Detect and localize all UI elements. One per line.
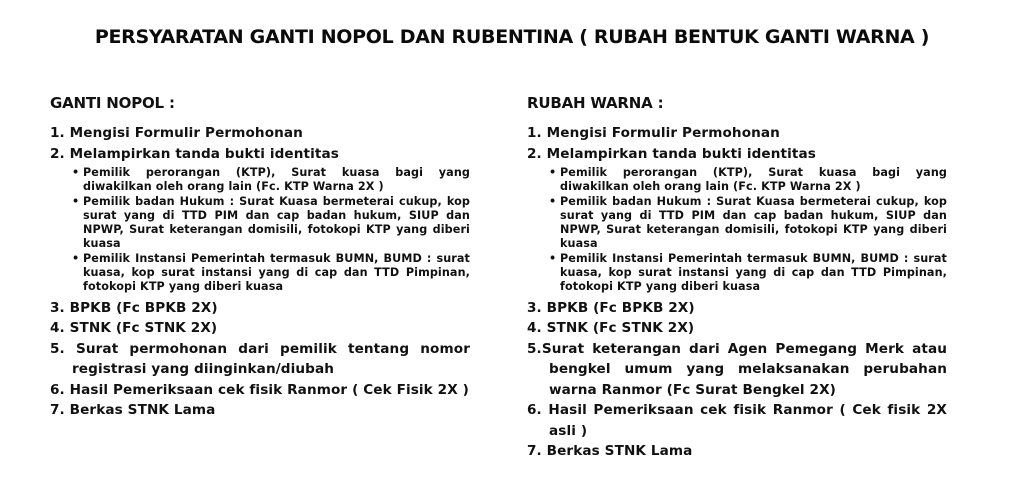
identity-sublist	[50, 166, 470, 295]
list-item-text: 4. STNK (Fc STNK 2X)	[50, 320, 218, 337]
list-item-text: 4. STNK (Fc STNK 2X)	[527, 320, 695, 337]
list-item-text: 2. Melampirkan tanda bukti identitas	[527, 145, 816, 162]
sub-list-item: • Pemilik badan Hukum : Surat Kuasa bermeterai cukup, kop surat yang di TTD PIM dan cap badan hukum, SIUP dan NPWP, Surat keterangan domisili, fotokopi KTP yang diberi kuasa	[549, 195, 947, 252]
section-heading: RUBAH WARNA :	[527, 94, 664, 112]
section-heading: GANTI NOPOL :	[50, 94, 175, 112]
list-item	[527, 123, 947, 144]
list-item	[50, 318, 470, 339]
list-item-text: 3. BPKB (Fc BPKB 2X)	[50, 299, 218, 316]
list-item-text: 7. Berkas STNK Lama	[527, 443, 693, 460]
sub-list-item: • Pemilik Instansi Pemerintah termasuk BUMN, BUMD : surat kuasa, kop surat instansi yang di cap dan TTD Pimpinan, fotokopi KTP yang diberi kuasa	[549, 252, 947, 295]
sub-list-item: • Pemilik Instansi Pemerintah termasuk BUMN, BUMD : surat kuasa, kop surat instansi yang di cap dan TTD Pimpinan, fotokopi KTP yang diberi kuasa	[72, 252, 470, 295]
list-item	[527, 318, 947, 339]
sub-list-item: • Pemilik perorangan (KTP), Surat kuasa bagi yang diwakilkan oleh orang lain (Fc. KTP Warna 2X )	[549, 166, 947, 195]
list-item	[50, 380, 470, 401]
list-item	[527, 298, 947, 319]
list-item	[527, 441, 947, 462]
list-item-text: 3. BPKB (Fc BPKB 2X)	[527, 299, 695, 316]
requirements-list	[50, 123, 470, 421]
sub-list-item: • Pemilik badan Hukum : Surat Kuasa bermeterai cukup, kop surat yang di TTD PIM dan cap badan hukum, SIUP dan NPWP, Surat keterangan domisili, fotokopi KTP yang diberi kuasa	[72, 195, 470, 252]
list-item	[50, 400, 470, 421]
sub-list-item: • Pemilik perorangan (KTP), Surat kuasa bagi yang diwakilkan oleh orang lain (Fc. KTP Warna 2X )	[72, 166, 470, 195]
list-item-text: 1. Mengisi Formulir Permohonan	[50, 125, 303, 141]
rubah-warna-section	[527, 94, 947, 462]
list-item	[50, 144, 470, 295]
list-item-text: 1. Mengisi Formulir Permohonan	[527, 125, 780, 141]
requirements-list	[527, 123, 947, 462]
list-item	[527, 400, 947, 441]
list-item-text: 7. Berkas STNK Lama	[50, 402, 216, 419]
list-item	[50, 339, 470, 380]
list-item-text: 6. Hasil Pemeriksaan cek fisik Ranmor ( Cek fisik 2X asli )	[527, 402, 947, 439]
list-item	[527, 144, 947, 295]
list-item	[50, 123, 470, 144]
page-title: PERSYARATAN GANTI NOPOL DAN RUBENTINA ( RUBAH BENTUK GANTI WARNA )	[94, 26, 930, 48]
list-item	[50, 298, 470, 319]
list-item-text: 2. Melampirkan tanda bukti identitas	[50, 145, 339, 162]
list-item	[527, 339, 947, 401]
ganti-nopol-section	[50, 94, 470, 421]
list-item-text: 6. Hasil Pemeriksaan cek fisik Ranmor ( Cek Fisik 2X )	[50, 381, 469, 398]
list-item-text: 5. Surat permohonan dari pemilik tentang nomor registrasi yang diinginkan/diubah	[50, 340, 470, 378]
list-item-text: 5.Surat keterangan dari Agen Pemegang Merk atau bengkel umum yang melaksanakan perubahan warna Ranmor (Fc Surat Bengkel 2X)	[527, 340, 947, 398]
identity-sublist	[527, 166, 947, 295]
